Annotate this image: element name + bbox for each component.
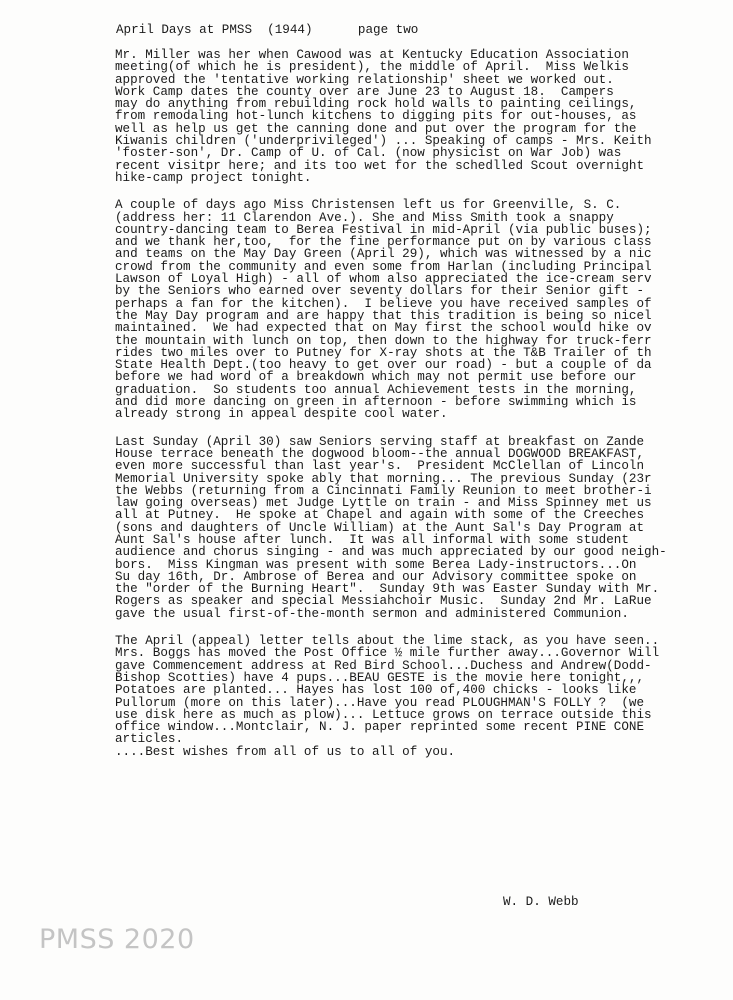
text-line: The April (appeal) letter tells about the lime stack, as you have seen.. (115, 634, 660, 649)
text-line: A couple of days ago Miss Christensen left us for Greenville, S. C. (115, 198, 622, 213)
text-line: Rogers as speaker and special Messiahchoir Music. Sunday 2nd Mr. LaRue (115, 594, 652, 609)
text-line: office window...Montclair, N. J. paper reprinted some recent PINE CONE (115, 720, 645, 735)
paragraph (115, 199, 733, 420)
page-header (116, 23, 418, 37)
text-line: Bishop Scotties) have 4 pups...BEAU GESTE is the movie here tonight,,, (115, 670, 645, 685)
text-line: country-dancing team to Berea Festival in mid-April (via public buses); (115, 222, 652, 237)
paragraph (115, 635, 733, 758)
text-line: and we thank her,too, for the fine performance put on by various class (115, 235, 652, 250)
text-line: Su day 16th, Dr. Ambrose of Berea and our Advisory committee spoke on (115, 569, 637, 584)
text-line: House terrace beneath the dogwood bloom--the annual DOGWOOD BREAKFAST, (115, 446, 645, 461)
text-line: the May Day program and are happy that this tradition is being so nicel (115, 308, 652, 323)
header-title: April Days at PMSS (116, 23, 253, 37)
text-line: may do anything from rebuilding rock hold walls to painting ceilings, (115, 97, 637, 112)
text-line: Last Sunday (April 30) saw Seniors serving staff at breakfast on Zande (115, 434, 645, 449)
text-line: Mr. Miller was her when Cawood was at Kentucky Education Association (115, 48, 629, 62)
text-line: State Health Dept.(too heavy to get over our road) - but a couple of da (115, 358, 652, 373)
signature: W. D. Webb (503, 895, 579, 909)
text-line: (sons and daughters of Uncle William) at the Aunt Sal's Day Program at (115, 520, 645, 535)
header-year: (1944) (267, 23, 313, 37)
text-line: Mrs. Boggs has moved the Post Office ½ mile further away...Governor Will (115, 646, 660, 661)
text-line: hike-camp project tonight. (115, 170, 312, 185)
text-line: Kiwanis children ('underprivileged') ... Speaking of camps - Mrs. Keith (115, 134, 652, 149)
text-line: and did more dancing on green in afternoon - before swimming which is (115, 395, 637, 410)
text-line: gave the usual first-of-the-month sermon and administered Communion. (115, 606, 629, 621)
text-line: maintained. We had expected that on May first the school would hike ov (115, 321, 652, 336)
text-line: Pullorum (more on this later)...Have you read PLOUGHMAN'S FOLLY ? (we (115, 695, 645, 710)
text-line: articles. (115, 732, 184, 747)
text-line: the Webbs (returning from a Cincinnati Family Reunion to meet brother-i (115, 483, 652, 498)
text-line: meeting(of which he is president), the middle of April. Miss Welkis (115, 60, 629, 75)
text-line: Potatoes are planted... Hayes has lost 100 of,400 chicks - looks like (115, 683, 637, 698)
text-line: recent visitpr here; and its too wet for the schedlled Scout overnight (115, 158, 645, 173)
header-page-label: page two (357, 23, 419, 37)
paragraph (115, 49, 733, 184)
text-line: before we had word of a breakdown which may not permit use before our (115, 370, 637, 385)
text-line: the mountain with lunch on top, then down to the highway for truck-ferr (115, 333, 652, 348)
text-line: all at Putney. He spoke at Chapel and again with some of the Creeches (115, 508, 645, 523)
text-line: even more successful than last year's. President McClellan of Lincoln (115, 459, 645, 474)
text-line: audience and chorus singing - and was much appreciated by our good neigh- (115, 545, 667, 560)
text-line: well as help us get the canning done and put over the program for the (115, 121, 637, 136)
text-line: Lawson of Loyal High) - all of whom also appreciated the ice-cream serv (115, 272, 652, 287)
text-line: graduation. So students too annual Achievement tests in the morning, (115, 382, 637, 397)
text-line: Memorial University spoke ably that morning... The previous Sunday (23r (115, 471, 652, 486)
text-line: and teams on the May Day Green (April 29), which was witnessed by a nic (115, 247, 652, 262)
watermark: PMSS 2020 (39, 924, 195, 955)
text-line: law going overseas) met Judge Lyttle on train - and Miss Spinney met us (115, 496, 652, 511)
text-line: (address her: 11 Clarendon Ave.). She and Miss Smith took a snappy (115, 210, 614, 225)
text-line: ....Best wishes from all of us to all of you. (115, 744, 456, 759)
paragraph (115, 436, 733, 620)
text-line: already strong in appeal despite cool water. (115, 407, 448, 422)
text-line: crowd from the community and even some from Harlan (including Principal (115, 259, 652, 274)
text-line: by the Seniors who earned over seventy dollars for their Senior gift - (115, 284, 645, 299)
text-line: perhaps a fan for the kitchen). I believe you have received samples of (115, 296, 652, 311)
text-line: from remodaling hot-lunch kitchens to digging pits for out-houses, as (115, 109, 637, 124)
text-line: bors. Miss Kingman was present with some Berea Lady-instructors...On (115, 557, 637, 572)
text-line: Aunt Sal's house after lunch. It was all informal with some student (115, 532, 629, 547)
text-line: gave Commencement address at Red Bird School...Duchess and Andrew(Dodd- (115, 658, 652, 673)
letter-body (115, 49, 733, 773)
text-line: the "order of the Burning Heart". Sunday 9th was Easter Sunday with Mr. (115, 582, 660, 597)
text-line: 'foster-son', Dr. Camp of U. of Cal. (now physicist on War Job) was (115, 146, 622, 161)
text-line: rides two miles over to Putney for X-ray shots at the T&B Trailer of th (115, 345, 652, 360)
text-line: Work Camp dates the county over are June 23 to August 18. Campers (115, 84, 614, 99)
text-line: approved the 'tentative working relationship' sheet we worked out. (115, 72, 614, 87)
text-line: use disk here as much as plow)... Lettuce grows on terrace outside this (115, 707, 652, 722)
